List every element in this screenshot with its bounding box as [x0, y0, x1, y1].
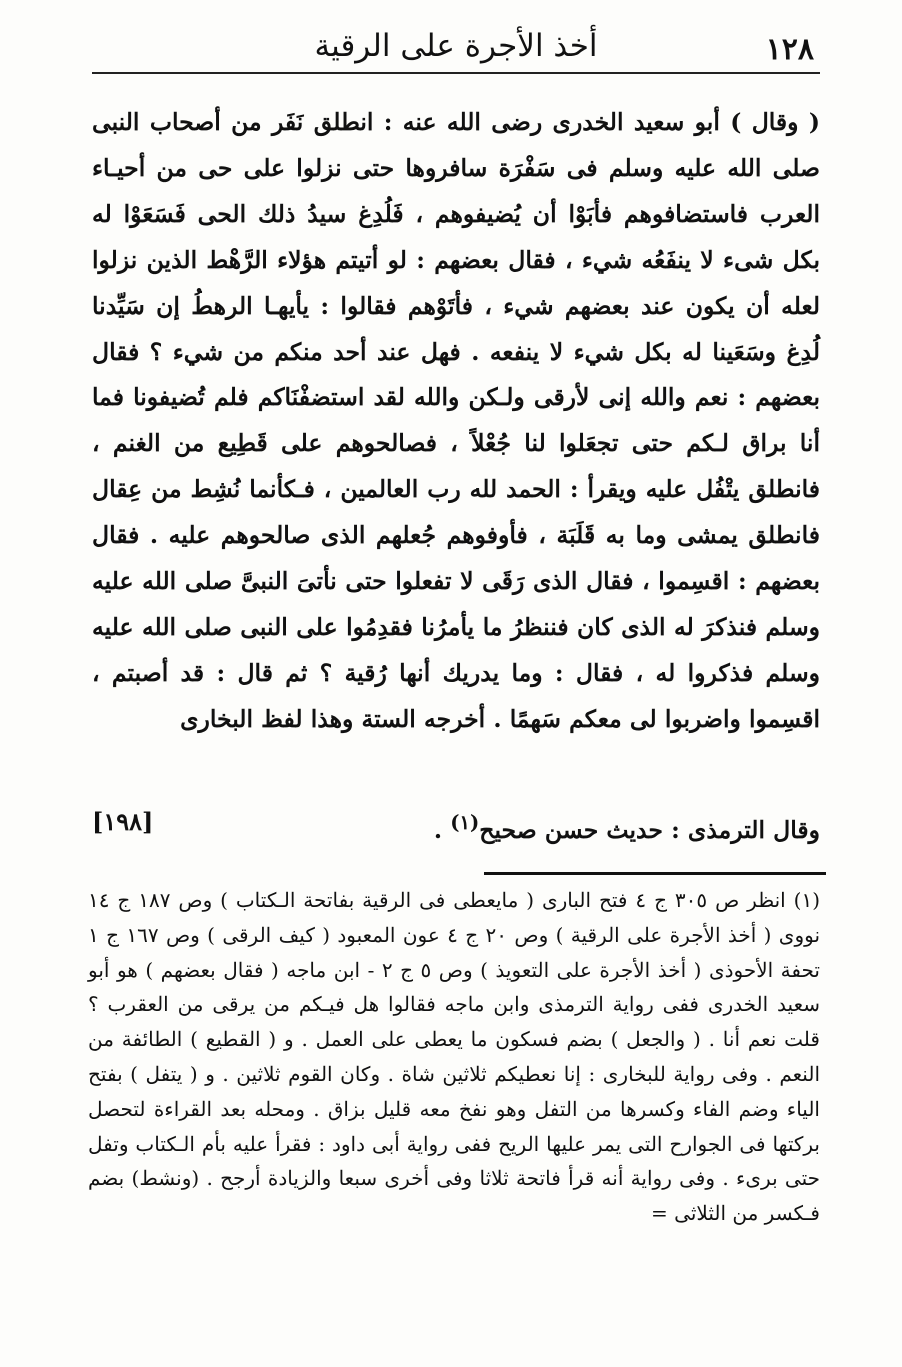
- tirmidhi-grading: وقال الترمذى : حديث حسن صحيح$^{(١)}$ .: [433, 811, 820, 844]
- hadith-body: أبو سعيد الخدرى رضى الله عنه : انطلق نَفَر من أصحاب النبى صلى الله عليه وسلم فى سَفْرَة سافروها حتى نزلوا على حى من أحيـاء العرب فاستضافوهم فأبَوْا أن يُضيفوهم ، فَلُدِغ سيدُ ذلك الحى فَسَعَوْا له بكل شىء لا ينفَعُه شيء ، فقال بعضهم : لو أتيتم هؤلاء الرَّهْط الذين نزلوا لعله أن يكون عند بعضهم شيء ، فأتَوْهم فقالوا : يأيهـا الرهطُ إن سَيِّدنا لُدِغ وسَعَينا له بكل شيء لا ينفعه . فهل عند أحد منكم من شيء ؟ فقال بعضهم : نعم والله إنى لأرقى ولـكن والله لقد استضفْنَاكم فلم تُضيفونا فما أنا براق لـكم حتى تجعَلوا لنا جُعْلاً ، فصالحوهم على قَطِيع من الغنم ، فانطلق يتْفُل عليه ويقرأ : الحمد لله رب العالمين ، فـكأنما نُشِط من عِقال فانطلق يمشى وما به قَلَبَة ، فأوفوهم جُعلهم الذى صالحوهم عليه . فقال بعضهم : اقسِموا ، فقال الذى رَقَى لا تفعلوا حتى نأتىَ النبىَّ صلى الله عليه وسلم فنذكرَ له الذى كان فننظرُ ما يأمرُنا فقدِمُوا على النبى صلى الله عليه وسلم فذكروا له ، فقال : وما يدريك أنها رُقية ؟ ثم قال : قد أصبتم ، اقسِموا واضربوا لى معكم سَهمًا . أخرجه الستة وهذا لفظ البخارى: [92, 108, 820, 733]
- hadith-text: [92, 100, 820, 743]
- page-header: [92, 14, 820, 72]
- hadith-label: ( وقال ): [730, 108, 820, 136]
- grading-text: وقال الترمذى : حديث حسن صحيح: [479, 815, 820, 844]
- page-number: ١٢٨: [765, 32, 814, 67]
- header-rule: [92, 72, 820, 74]
- footnote-text: (١) انظر ص ٣٠٥ ج ٤ فتح البارى ( مايعطى فى الرقية بفاتحة الـكتاب ) وص ١٨٧ ج ١٤ نووى ( أخذ الأجرة على الرقية ) وص ٢٠ ج ٤ عون المعبود ( كيف الرقى ) وص ١٦٧ ج ١ تحفة الأحوذى ( أخذ الأجرة على التعويذ ) وص ٥ ج ٢ - ابن ماجه ( فقال بعضهم ) هو أبو سعيد الخدرى ففى رواية الترمذى وابن ماجه فقالوا هل فيـكم من يرقى من العقرب ؟ قلت نعم أنا . ( والجعل ) بضم فسكون ما يعطى على العمل . و ( القطيع ) الطائفة من النعم . وفى رواية للبخارى : إنا نعطيكم ثلاثين شاة . وكان القوم ثلاثين . و ( يتفل ) بفتح الياء وضم الفاء وكسرها من التفل وهو نفخ معه قليل بزاق . ومحله بعد القراءة لتحصل بركتها فى الجوارح التى يمر عليها الريح ففى رواية أبى داود : فقرأ عليه بأم الـكتاب وتفل حتى برىء . وفى رواية أنه قرأ فاتحة ثلاثا وفى أخرى سبعا والزيادة أرجح . (ونشط) بضم فـكسر من الثلاثى =: [88, 888, 821, 1226]
- running-title: أخذ الأجرة على الرقية: [314, 28, 598, 64]
- footnote-marker: (١): [450, 811, 480, 834]
- hadith-number: [١٩٨]: [92, 807, 154, 836]
- footnote-rule: [484, 872, 826, 875]
- reference-line: [92, 807, 820, 847]
